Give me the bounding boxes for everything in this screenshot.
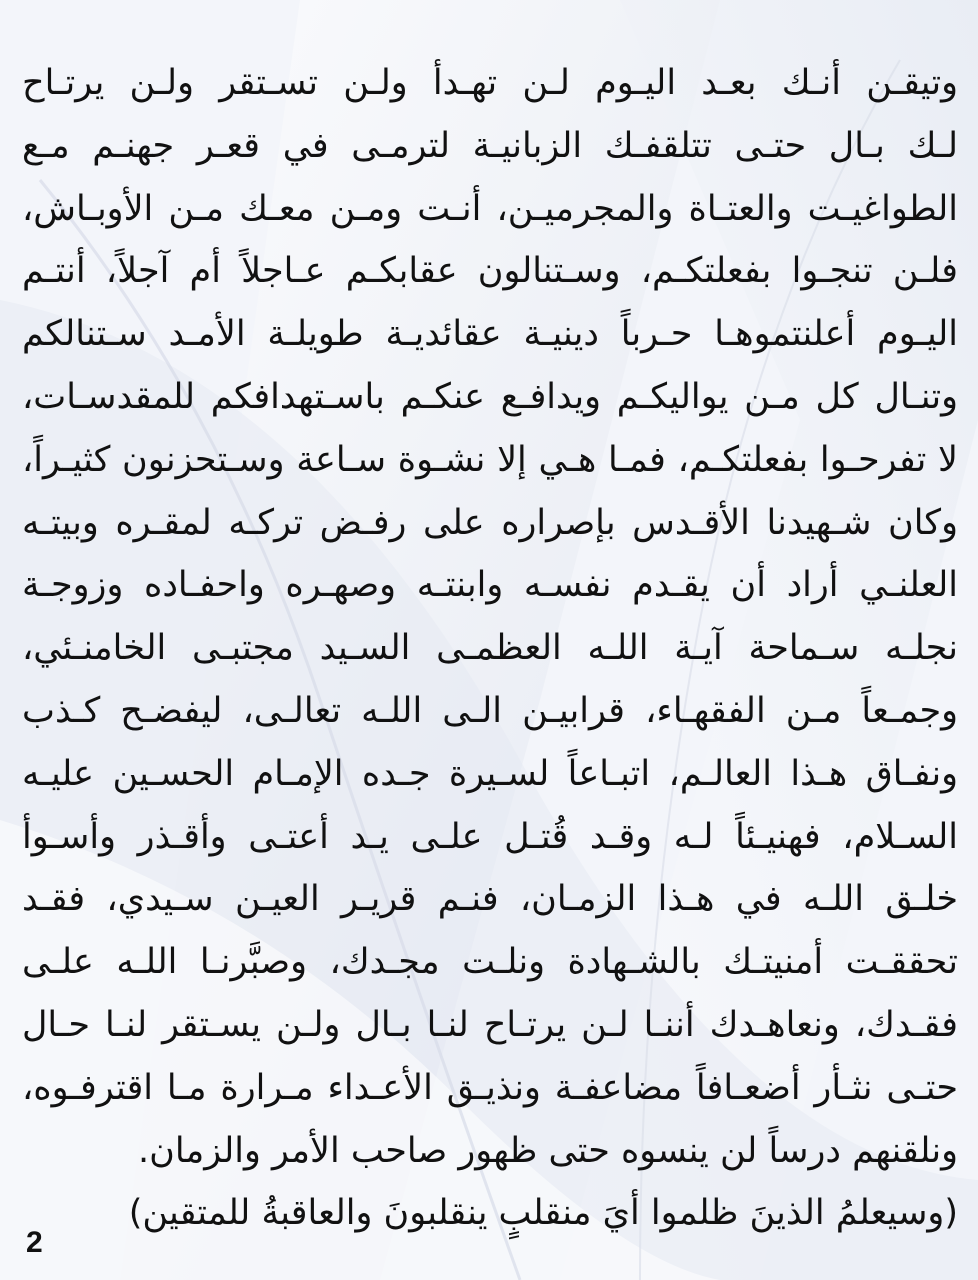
body-text <box>22 52 958 1245</box>
text-line: خلـق اللـه في هـذا الزمـان، فنـم قريـر العيـن سـيدي، فقـد <box>22 879 958 920</box>
text-line: ونلقنهم درساً لن ينسوه حتى ظهور صاحب الأمر والزمان. <box>138 1130 958 1171</box>
text-line: فقـدك، ونعاهـدك أننـا لـن يرتـاح لنـا بـال ولـن يسـتقر لنـا حـال <box>22 1004 958 1045</box>
page-number: 2 <box>26 1226 43 1259</box>
text-line: وجمـعاً مـن الفقهـاء، قرابيـن الـى اللـه تعالـى، ليفضـح كـذب <box>22 690 958 731</box>
text-line: لا تفرحـوا بفعلتكـم، فمـا هـي إلا نشـوة سـاعة وسـتحزنون كثيـراً، <box>22 439 958 480</box>
text-line: العلنـي أراد أن يقـدم نفسـه وابنتـه وصهـره واحفـاده وزوجـة <box>22 565 958 606</box>
text-line: السـلام، فهنيـئاً لـه وقـد قُتـل علـى يـد أعتـى وأقـذر وأسـوأ <box>22 816 958 857</box>
text-line: وتنـال كل مـن يواليكـم ويدافـع عنكـم باسـتهدافكم للمقدسـات، <box>22 376 958 417</box>
text-line: ونفـاق هـذا العالـم، اتبـاعاً لسـيرة جـده الإمـام الحسـين عليـه <box>22 753 958 794</box>
text-line: لـك بـال حتـى تتلقفـك الزبانيـة لترمـى في قعـر جهنـم مـع <box>22 125 958 166</box>
text-line: حتـى نثـأر أضعـافاً مضاعفـة ونذيـق الأعـداء مـرارة مـا اقترفـوه، <box>22 1067 958 1108</box>
text-line: تحققـت أمنيتـك بالشـهادة ونلـت مجـدك، وصبَّرنـا اللـه علـى <box>22 942 958 983</box>
quran-quote: (وسيعلمُ الذينَ ظلموا أيَ منقلبٍ ينقلبونَ والعاقبةُ للمتقين) <box>128 1193 958 1234</box>
text-line: اليـوم أعلنتموهـا حـرباً دينيـة عقائديـة طويلـة الأمـد سـتنالكم <box>22 314 958 355</box>
text-line: نجلـه سـماحة آيـة اللـه العظمـى السـيد مجتبـى الخامنـئي، <box>22 628 958 669</box>
text-line: الطواغيـت والعتـاة والمجرميـن، أنـت ومـن معـك مـن الأوبـاش، <box>22 188 958 229</box>
text-line: فلـن تنجـوا بفعلتكـم، وسـتنالون عقابكـم عـاجلاً أم آجلاً، أنتـم <box>22 251 958 292</box>
text-line: وكان شـهيدنا الأقـدس بإصراره على رفـض تركـه لمقـره وبيتـه <box>22 502 958 543</box>
text-line: وتيقـن أنـك بعـد اليـوم لـن تهـدأ ولـن تسـتقر ولـن يرتـاح <box>22 63 958 103</box>
